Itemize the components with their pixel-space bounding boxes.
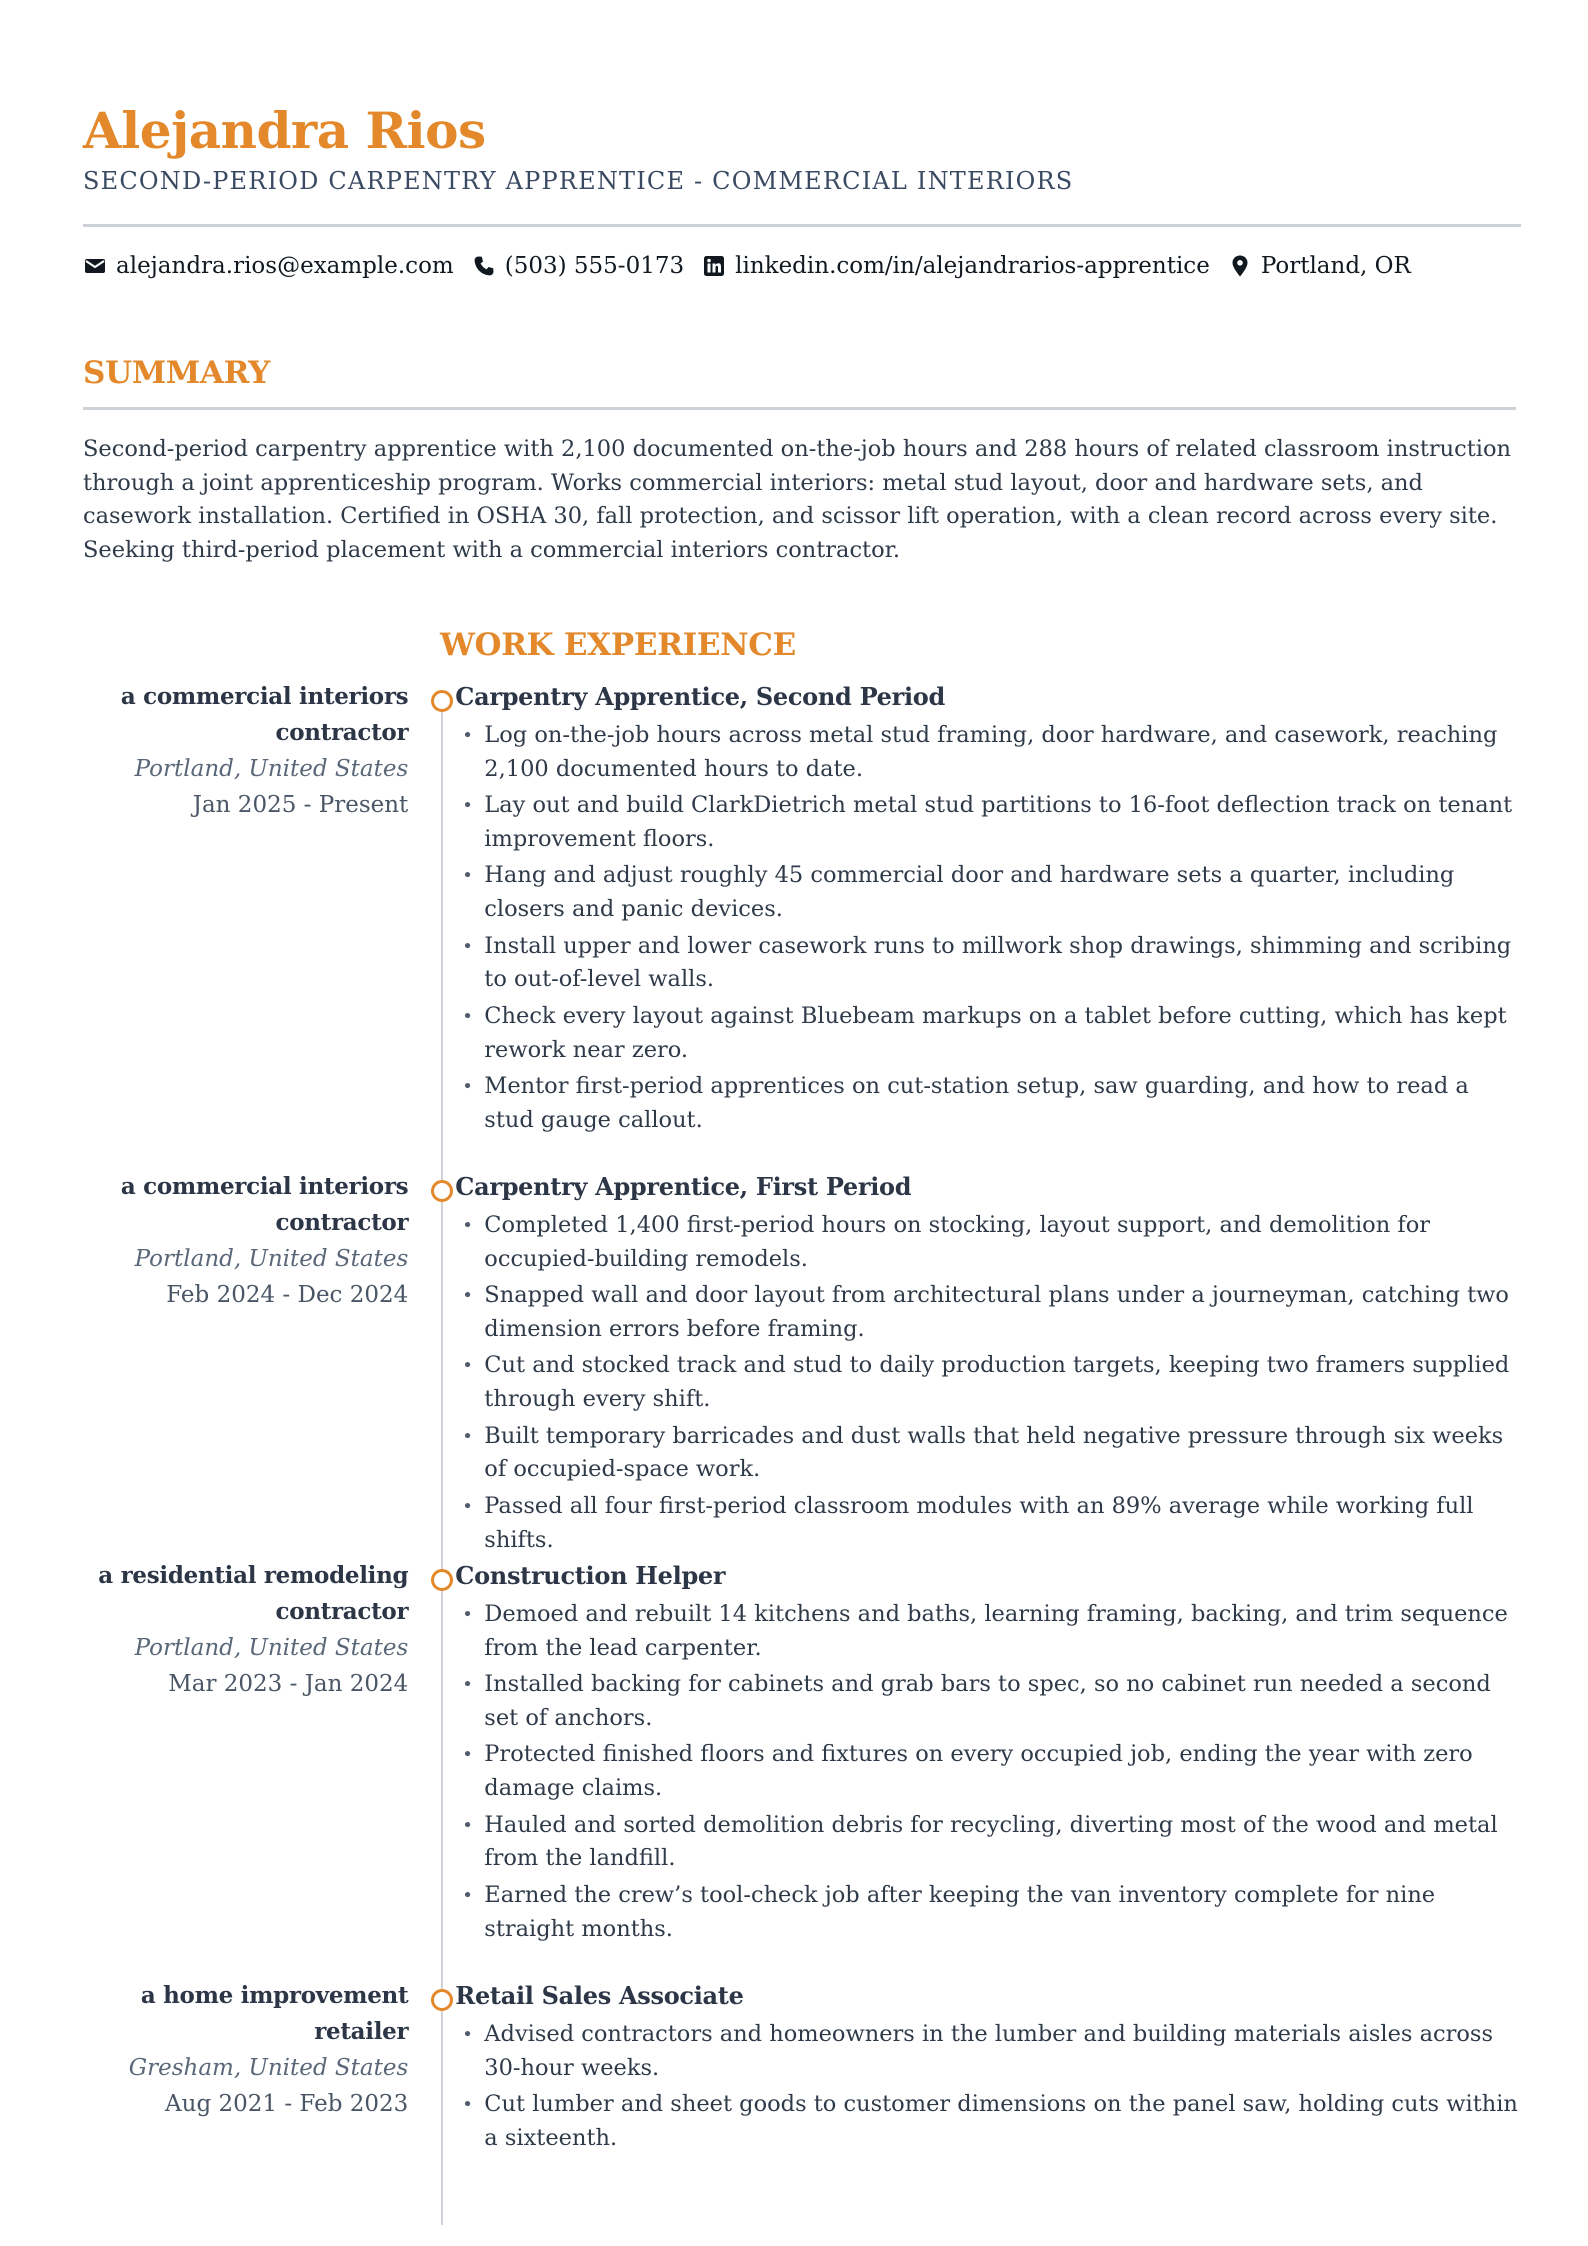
job-dates: Jan 2025 - Present xyxy=(192,792,409,818)
linkedin-icon xyxy=(702,254,726,278)
job-bullets xyxy=(455,1598,1523,1946)
job-bullets xyxy=(455,2018,1523,2156)
timeline-dot xyxy=(431,1180,453,1202)
job-employer: a residential remodeling contractor xyxy=(98,1562,409,1625)
summary-divider xyxy=(83,407,1516,410)
job-bullet: • Completed 1,400 first-period hours on stocking, layout support, and demolition for occupied-building remodels. xyxy=(455,1209,1523,1276)
job-bullet: • Passed all four first-period classroom modules with an 89% average while working full shifts. xyxy=(455,1490,1523,1557)
candidate-name: Alejandra Rios xyxy=(83,101,486,160)
job-bullets xyxy=(455,1209,1523,1557)
job-entry xyxy=(83,1978,1523,2158)
summary-text: Second-period carpentry apprentice with 2,100 documented on-the-job hours and 288 hours of related classroom instruction through a joint apprenticeship program. Works commercial interiors: metal stud layout, door and hardware sets, and casework installation. Certified in OSHA 30, fall protection, and scissor lift operation, with a clean record across every site. Seeking third-period placement with a commercial interiors contractor. xyxy=(83,436,1512,563)
email-text: alejandra.rios@example.com xyxy=(116,253,454,279)
contact-location xyxy=(1228,249,1411,283)
job-bullet: • Earned the crew’s tool-check job after keeping the van inventory complete for nine straight months. xyxy=(455,1879,1523,1946)
job-location: Portland, United States xyxy=(134,1246,409,1272)
phone-text: (503) 555-0173 xyxy=(504,253,685,279)
contact-phone[interactable] xyxy=(472,249,684,283)
job-bullet: • Advised contractors and homeowners in the lumber and building materials aisles across 30-hour weeks. xyxy=(455,2018,1523,2085)
job-bullets xyxy=(455,719,1523,1137)
candidate-headline: SECOND-PERIOD CARPENTRY APPRENTICE - COMMERCIAL INTERIORS xyxy=(83,167,1074,195)
job-bullet: • Check every layout against Bluebeam markups on a tablet before cutting, which has kept rework near zero. xyxy=(455,1000,1523,1067)
timeline-dot xyxy=(431,1569,453,1591)
summary-heading: SUMMARY xyxy=(83,355,270,391)
job-location: Portland, United States xyxy=(134,1635,409,1661)
job-entry xyxy=(83,1558,1523,1978)
job-body xyxy=(455,1558,1523,1978)
work-experience-heading: WORK EXPERIENCE xyxy=(440,627,796,663)
timeline-dot xyxy=(431,690,453,712)
job-employer: a commercial interiors contractor xyxy=(120,683,409,746)
contact-bar xyxy=(83,249,1523,283)
job-bullet: • Protected finished floors and fixtures on every occupied job, ending the year with zero damage claims. xyxy=(455,1738,1523,1805)
work-timeline xyxy=(83,679,1523,2158)
header-divider xyxy=(83,224,1521,227)
job-bullet: • Installed backing for cabinets and grab bars to spec, so no cabinet run needed a second set of anchors. xyxy=(455,1668,1523,1735)
job-body xyxy=(455,1978,1523,2158)
job-dates: Aug 2021 - Feb 2023 xyxy=(165,2091,409,2117)
location-text: Portland, OR xyxy=(1260,253,1411,279)
job-location: Gresham, United States xyxy=(128,2055,409,2081)
job-bullet: • Log on-the-job hours across metal stud framing, door hardware, and casework, reaching 2,100 documented hours to date. xyxy=(455,719,1523,786)
job-bullet: • Cut lumber and sheet goods to customer dimensions on the panel saw, holding cuts within a sixteenth. xyxy=(455,2088,1523,2155)
job-dates: Feb 2024 - Dec 2024 xyxy=(166,1282,409,1308)
job-role: Carpentry Apprentice, Second Period xyxy=(455,682,946,711)
contact-email[interactable] xyxy=(83,249,454,283)
job-bullet: • Lay out and build ClarkDietrich metal stud partitions to 16-foot deflection track on tenant improvement floors. xyxy=(455,789,1523,856)
contact-linkedin[interactable] xyxy=(702,249,1210,283)
job-bullet: • Install upper and lower casework runs to millwork shop drawings, shimming and scribing to out-of-level walls. xyxy=(455,930,1523,997)
job-entry xyxy=(83,679,1523,1169)
job-employer: a commercial interiors contractor xyxy=(120,1173,409,1236)
job-meta xyxy=(83,1558,408,1978)
job-employer: a home improvement retailer xyxy=(140,1982,409,2045)
job-meta xyxy=(83,679,408,1169)
resume-page xyxy=(83,102,1523,2158)
map-pin-icon xyxy=(1228,254,1252,278)
job-entry xyxy=(83,1169,1523,1558)
phone-icon xyxy=(472,254,496,278)
job-meta xyxy=(83,1978,408,2158)
linkedin-text: linkedin.com/in/alejandrarios-apprentice xyxy=(735,253,1210,279)
job-role: Retail Sales Associate xyxy=(455,1981,744,2010)
job-bullet: • Mentor first-period apprentices on cut-station setup, saw guarding, and how to read a stud gauge callout. xyxy=(455,1070,1523,1137)
job-role: Carpentry Apprentice, First Period xyxy=(455,1172,912,1201)
job-bullet: • Hauled and sorted demolition debris for recycling, diverting most of the wood and metal from the landfill. xyxy=(455,1809,1523,1876)
job-bullet: • Cut and stocked track and stud to daily production targets, keeping two framers supplied through every shift. xyxy=(455,1349,1523,1416)
envelope-icon xyxy=(83,254,107,278)
job-bullet: • Snapped wall and door layout from architectural plans under a journeyman, catching two dimension errors before framing. xyxy=(455,1279,1523,1346)
job-body xyxy=(455,679,1523,1169)
job-bullet: • Demoed and rebuilt 14 kitchens and baths, learning framing, backing, and trim sequence from the lead carpenter. xyxy=(455,1598,1523,1665)
job-bullet: • Built temporary barricades and dust walls that held negative pressure through six weeks of occupied-space work. xyxy=(455,1420,1523,1487)
job-body xyxy=(455,1169,1523,1558)
job-bullet: • Hang and adjust roughly 45 commercial door and hardware sets a quarter, including closers and panic devices. xyxy=(455,859,1523,926)
job-dates: Mar 2023 - Jan 2024 xyxy=(168,1671,409,1697)
job-role: Construction Helper xyxy=(455,1561,726,1590)
job-meta xyxy=(83,1169,408,1558)
timeline-dot xyxy=(431,1989,453,2011)
job-location: Portland, United States xyxy=(134,756,409,782)
